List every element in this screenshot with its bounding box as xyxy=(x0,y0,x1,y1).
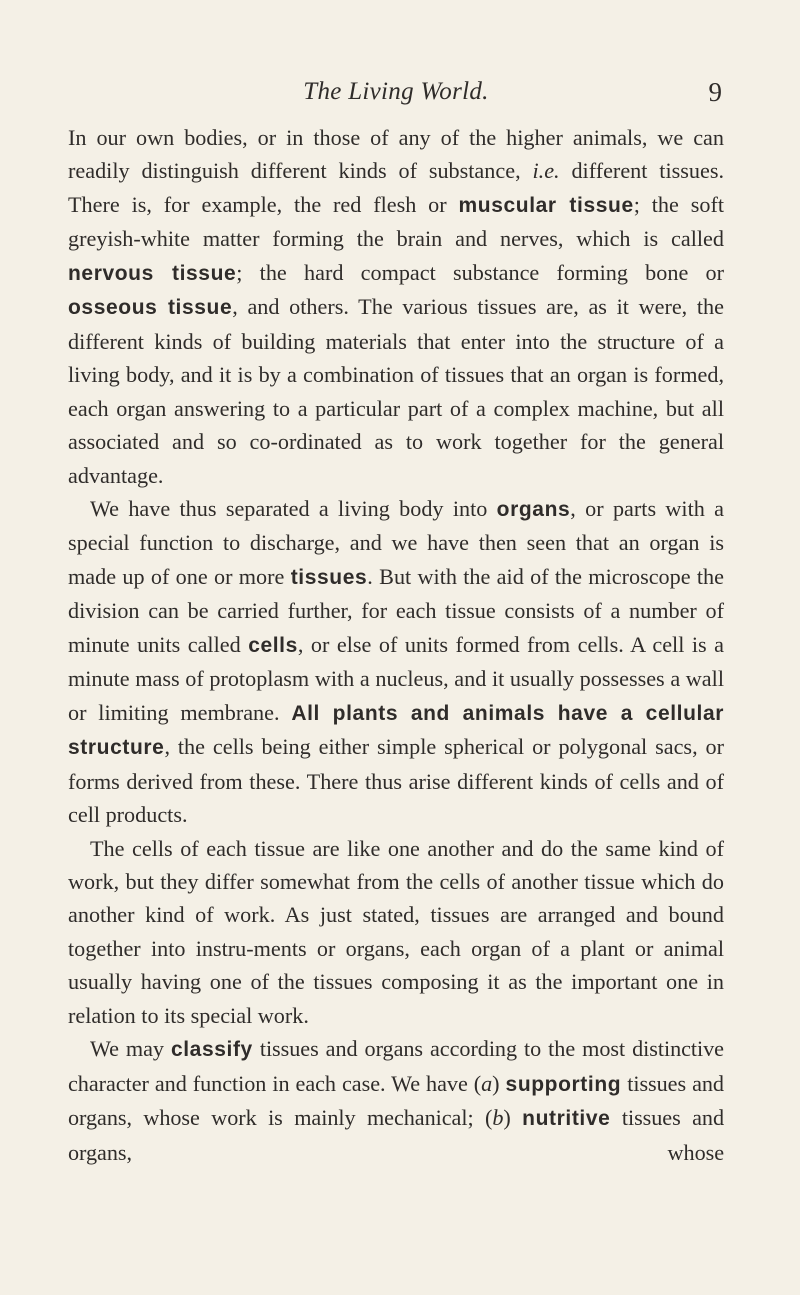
key-term: nervous tissue xyxy=(68,261,237,285)
body-text xyxy=(68,121,724,1169)
paragraph xyxy=(68,1032,724,1169)
paragraph xyxy=(68,492,724,832)
key-term: osseous tissue xyxy=(68,296,233,320)
text-run: . But with the aid of the microscope the division can be carried further, for each tissue consists of a number of minute units called xyxy=(68,563,724,657)
key-term: cells xyxy=(248,633,298,657)
text-run: ) xyxy=(492,1070,506,1096)
text-run: , and others. The various tissues are, as it were, the different kinds of building materials that enter into the structure of a living body, and it is by a combination of tissues that an organ is formed, each organ answering to a particular part of a complex machine, but all associated and so co-ordinated as to work together for the general advantage. xyxy=(68,294,724,488)
page-number: 9 xyxy=(708,77,722,107)
text-run: ; the hard compact substance forming bone or xyxy=(236,259,724,285)
running-head xyxy=(68,72,724,112)
text-run: , the cells being either simple spherical or polygonal sacs, or forms derived from these. There thus arise different kinds of cells and of cell products. xyxy=(68,734,724,828)
italic-text: i.e. xyxy=(532,158,560,184)
key-term: supporting xyxy=(505,1072,622,1096)
text-run: We may xyxy=(90,1036,171,1062)
key-term: nutritive xyxy=(522,1107,611,1131)
key-term: muscular tissue xyxy=(458,193,634,217)
running-title: The Living World. xyxy=(303,78,489,105)
text-run: , or parts with a special function to discharge, and we have then seen that an organ is made up of one or more xyxy=(68,495,724,589)
text-run: ; the soft greyish-white matter forming the brain and nerves, which is called xyxy=(68,191,724,252)
italic-text: b xyxy=(492,1105,504,1131)
paragraph xyxy=(68,121,724,492)
book-page xyxy=(68,0,724,1295)
text-run: We have thus separated a living body into xyxy=(90,495,497,521)
paragraph xyxy=(68,832,724,1033)
text-run: tissues and organs, whose xyxy=(68,1105,724,1165)
text-run: , or else of units formed from cells. A cell is a minute mass of protoplasm with a nucleus, and it usually possesses a wall or limiting membrane. xyxy=(68,631,724,725)
text-run: The cells of each tissue are like one another and do the same kind of work, but they differ somewhat from the cells of another tissue which do another kind of work. As just stated, tissues are arranged and bound together into instru-ments or organs, each organ of a plant or animal usually having one of the tissues composing it as the important one in relation to its special work. xyxy=(68,835,724,1028)
key-term: classify xyxy=(170,1038,253,1062)
key-term: organs xyxy=(496,497,571,521)
text-run: tissues and organs according to the most distinctive character and function in each case. We have ( xyxy=(68,1036,724,1096)
text-run: different tissues. There is, for example, the red flesh or xyxy=(68,158,725,217)
text-run: tissues and organs, whose work is mainly mechanical; ( xyxy=(68,1070,724,1131)
text-run: In our own bodies, or in those of any of the higher animals, we can readily distinguish different kinds of substance, xyxy=(68,125,724,184)
key-term: All plants and animals have a cellular structure xyxy=(68,701,725,760)
text-run: ) xyxy=(503,1105,523,1131)
key-term: tissues xyxy=(290,565,368,589)
italic-text: a xyxy=(481,1070,493,1096)
